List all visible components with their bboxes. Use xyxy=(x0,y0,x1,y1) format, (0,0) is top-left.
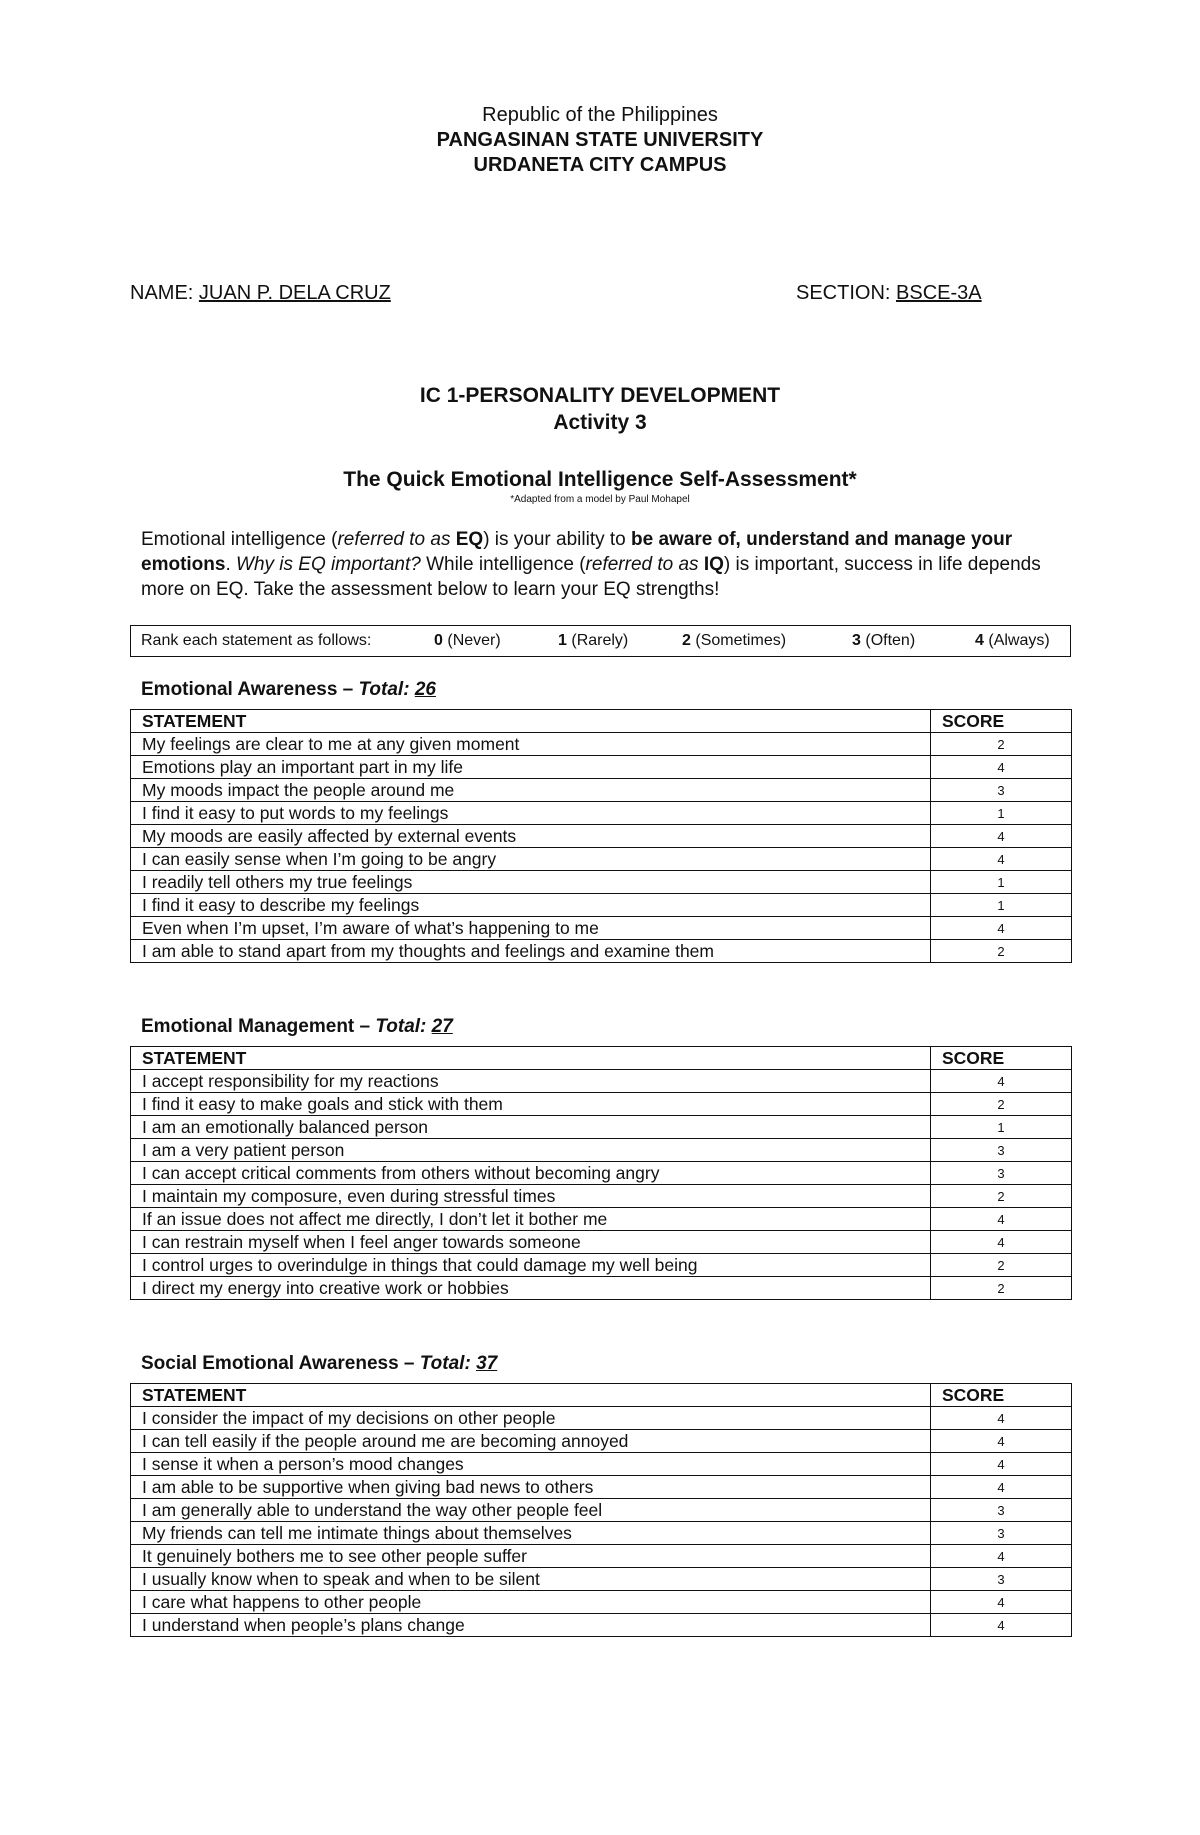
table-row: I find it easy to make goals and stick with them 2 xyxy=(131,1093,1072,1116)
table-row: It genuinely bothers me to see other people suffer 4 xyxy=(131,1545,1072,1568)
table-row: Emotions play an important part in my life 4 xyxy=(131,756,1072,779)
section-total: 26 xyxy=(414,679,436,700)
intro-paragraph: Emotional intelligence (referred to as EQ) is your ability to be aware of, understand and manage your emotions. Why is EQ important? While intelligence (referred to as IQ) is important, success in life depends more on EQ. Take the assessment below to learn your EQ strengths! xyxy=(141,529,1041,600)
table-row: I sense it when a person’s mood changes 4 xyxy=(131,1453,1072,1476)
table-row: I am an emotionally balanced person 1 xyxy=(131,1116,1072,1139)
column-header-statement: STATEMENT xyxy=(131,1047,931,1070)
table-row: I am able to stand apart from my thoughts and feelings and examine them 2 xyxy=(131,940,1072,963)
section-title-social-emotional-awareness: Social Emotional Awareness – Total: 37 xyxy=(141,1353,498,1374)
table-row: I readily tell others my true feelings 1 xyxy=(131,871,1072,894)
section-total: 27 xyxy=(431,1016,453,1037)
section-total: 37 xyxy=(476,1353,498,1374)
table-row: My moods are easily affected by external events 4 xyxy=(131,825,1072,848)
table-row: I usually know when to speak and when to be silent 3 xyxy=(131,1568,1072,1591)
table-row: I am able to be supportive when giving bad news to others 4 xyxy=(131,1476,1072,1499)
rank-0: 0 (Never) xyxy=(434,632,501,649)
column-header-score: SCORE xyxy=(931,1384,1072,1407)
table-row: I find it easy to put words to my feelings 1 xyxy=(131,802,1072,825)
table-social-emotional-awareness xyxy=(130,1383,1072,1637)
name-value: JUAN P. DELA CRUZ xyxy=(198,282,391,304)
table-row: I can tell easily if the people around me are becoming annoyed 4 xyxy=(131,1430,1072,1453)
column-header-statement: STATEMENT xyxy=(131,710,931,733)
table-row: I maintain my composure, even during stressful times 2 xyxy=(131,1185,1072,1208)
column-header-statement: STATEMENT xyxy=(131,1384,931,1407)
section-title-emotional-awareness: Emotional Awareness – Total: 26 xyxy=(141,679,436,700)
rank-1: 1 (Rarely) xyxy=(558,632,629,649)
country-line: Republic of the Philippines xyxy=(482,104,718,126)
section-title-emotional-management: Emotional Management – Total: 27 xyxy=(141,1016,453,1037)
table-row: I consider the impact of my decisions on other people 4 xyxy=(131,1407,1072,1430)
assessment-title: The Quick Emotional Intelligence Self-Assessment* xyxy=(343,468,857,491)
table-row: My friends can tell me intimate things about themselves 3 xyxy=(131,1522,1072,1545)
section-value: BSCE-3A xyxy=(896,282,982,304)
table-row: I find it easy to describe my feelings 1 xyxy=(131,894,1072,917)
table-row: I understand when people’s plans change 4 xyxy=(131,1614,1072,1637)
activity-title: Activity 3 xyxy=(553,411,647,434)
column-header-score: SCORE xyxy=(931,710,1072,733)
rank-instruction: Rank each statement as follows: xyxy=(141,632,372,649)
rank-2: 2 (Sometimes) xyxy=(682,632,787,649)
table-emotional-awareness xyxy=(130,709,1072,963)
table-row: My moods impact the people around me 3 xyxy=(131,779,1072,802)
section-row xyxy=(796,280,982,306)
adapted-note: *Adapted from a model by Paul Mohapel xyxy=(510,494,690,505)
rank-legend xyxy=(130,625,1071,657)
section-label: SECTION: xyxy=(796,282,891,304)
course-title: IC 1-PERSONALITY DEVELOPMENT xyxy=(419,384,781,407)
table-row: Even when I’m upset, I’m aware of what’s happening to me 4 xyxy=(131,917,1072,940)
table-row: I can easily sense when I’m going to be angry 4 xyxy=(131,848,1072,871)
rank-4: 4 (Always) xyxy=(975,632,1050,649)
table-row: My feelings are clear to me at any given moment 2 xyxy=(131,733,1072,756)
table-row: I can restrain myself when I feel anger towards someone 4 xyxy=(131,1231,1072,1254)
name-row xyxy=(130,280,391,306)
table-emotional-management xyxy=(130,1046,1072,1300)
table-row: I direct my energy into creative work or hobbies 2 xyxy=(131,1277,1072,1300)
university-name: PANGASINAN STATE UNIVERSITY xyxy=(436,129,764,151)
table-row: I accept responsibility for my reactions 4 xyxy=(131,1070,1072,1093)
table-row: I control urges to overindulge in things that could damage my well being 2 xyxy=(131,1254,1072,1277)
table-row: If an issue does not affect me directly, I don’t let it bother me 4 xyxy=(131,1208,1072,1231)
table-row: I am a very patient person 3 xyxy=(131,1139,1072,1162)
table-row: I care what happens to other people 4 xyxy=(131,1591,1072,1614)
rank-3: 3 (Often) xyxy=(852,632,916,649)
table-row: I can accept critical comments from others without becoming angry 3 xyxy=(131,1162,1072,1185)
table-row: I am generally able to understand the way other people feel 3 xyxy=(131,1499,1072,1522)
campus-name: URDANETA CITY CAMPUS xyxy=(473,154,727,176)
column-header-score: SCORE xyxy=(931,1047,1072,1070)
name-label: NAME: xyxy=(130,282,194,304)
